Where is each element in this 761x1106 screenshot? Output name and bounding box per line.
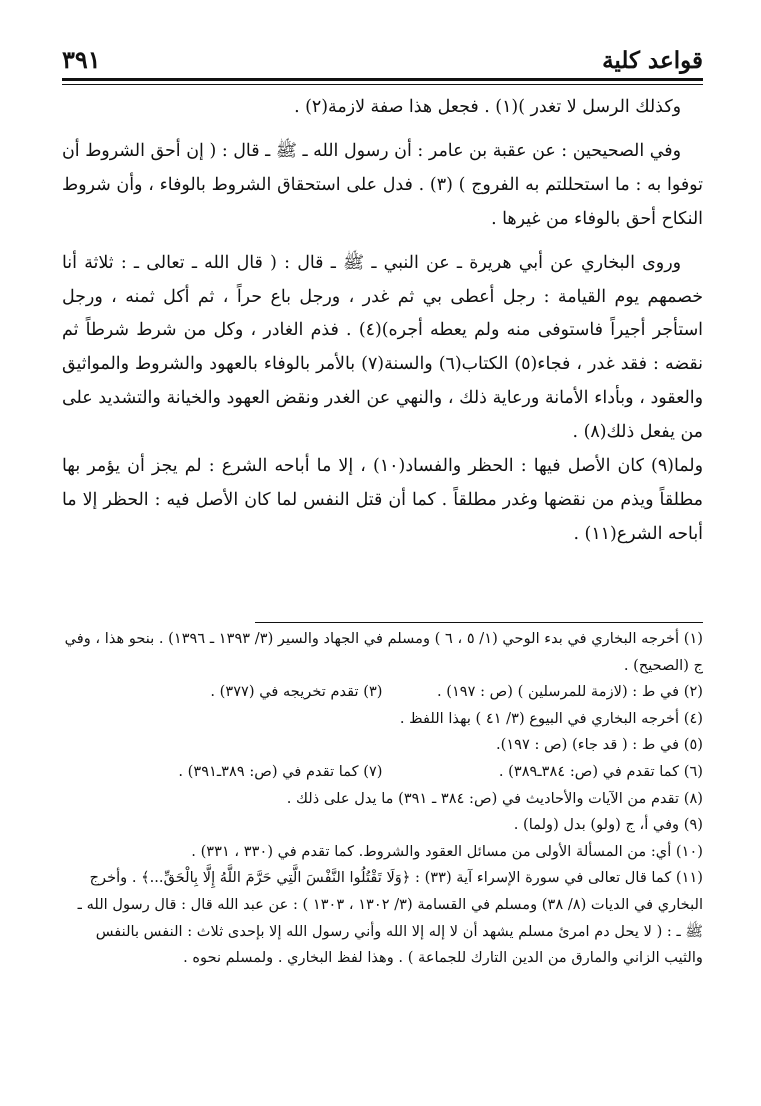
footnote-row-6-7: [62, 759, 703, 786]
paragraph-4: ولما(٩) كان الأصل فيها : الحظر والفساد(١٠) ، إلا ما أباحه الشرع : لم يجز أن يؤمر بها مطلقاً ويذم من نقضها وغدر مطلقاً . كما أن قتل النفس لما كان الأصل فيه : الحظر إلا ما أباحه الشرع(١١) .: [62, 456, 703, 544]
footnote-10: (١٠) أي: من المسألة الأولى من مسائل العقود والشروط. كما تقدم في (٣٣٠ ، ٣٣١) .: [191, 842, 703, 860]
footnote-row-2-3: [62, 679, 703, 706]
paragraph-1: وكذلك الرسل لا تغدر )(١) . فجعل هذا صفة لازمة(٢) .: [294, 97, 681, 117]
running-title: قواعد كلية: [602, 47, 703, 74]
header-rule-thick: [62, 78, 703, 81]
page-header: [62, 28, 703, 76]
footnote-4: (٤) أخرجه البخاري في البيوع (٣/ ٤١ ) بهذا اللفظ .: [399, 709, 703, 727]
main-text: [62, 91, 703, 552]
footnotes: [62, 626, 703, 972]
footnote-1: (١) أخرجه البخاري في بدء الوحي (١/ ٥ ، ٦ ) ومسلم في الجهاد والسير (٣/ ١٣٩٣ ـ ١٣٩٦) . بنحو هذا ، وفي ج (الصحيح) .: [64, 630, 703, 674]
footnote-7: (٧) كما تقدم في (ص: ٣٨٩ـ٣٩١) .: [178, 762, 383, 780]
footnote-8: (٨) تقدم من الآيات والأحاديث في (ص: ٣٨٤ ـ ٣٩١) ما يدل على ذلك .: [286, 789, 703, 807]
paragraph-2: وفي الصحيحين : عن عقبة بن عامر : أن رسول الله ـ ﷺ ـ قال : ( إن أحق الشروط أن توفوا به : ما استحللتم به الفروج ) (٣) . فدل على استحقاق الشروط بالوفاء ، وأن شروط النكاح أحق بالوفاء من غيرها .: [62, 140, 703, 229]
footnote-2: (٢) في ط : (لازمة للمرسلين ) (ص : ١٩٧) .: [436, 683, 703, 701]
footnote-3: (٣) تقدم تخريجه في (٣٧٧) .: [210, 683, 383, 701]
footnote-11: (١١) كما قال تعالى في سورة الإسراء آية (٣٣) : ﴿وَلَا تَقْتُلُوا النَّفْسَ الَّتِي حَرَّمَ اللَّهُ إِلَّا بِالْحَقِّ...﴾ . وأخرج البخاري في الديات (٨/ ٣٨) ومسلم في القسامة (٣/ ١٣٠٢ ، ١٣٠٣ ) : عن عبد الله قال : قال رسول الله ـ ﷺ ـ : ( لا يحل دم امرئ مسلم يشهد أن لا إله إلا الله وأني رسول الله إلا بإحدى ثلاث : النفس بالنفس والثيب الزاني والمارق من الدين التارك للجماعة ) . وهذا لفظ البخاري . ولمسلم نحوه .: [77, 869, 703, 967]
footnote-9: (٩) وفي أ، ج (ولو) بدل (ولما) .: [513, 816, 703, 834]
header-rule-thin: [62, 84, 703, 85]
footnote-5: (٥) في ط : ( قد جاء) (ص : ١٩٧).: [495, 736, 703, 754]
footnote-separator: [255, 622, 703, 623]
page-number: ٣٩١: [62, 45, 101, 74]
footnote-6: (٦) كما تقدم في (ص: ٣٨٤ـ٣٨٩) .: [498, 762, 703, 780]
paragraph-3: وروى البخاري عن أبي هريرة ـ عن النبي ـ ﷺ ـ قال : ( قال الله ـ تعالى ـ : ثلاثة أنا خصمهم يوم القيامة : رجل أعطى بي ثم غدر ، ورجل باع حراً ، ثم أكل ثمنه ، ورجل استأجر أجيراً فاستوفى منه ولم يعطه أجره)(٤) . فذم الغادر ، وكل من شرط شرطاً ثم نقضه : فقد غدر ، فجاء(٥) الكتاب(٦) والسنة(٧) بالأمر بالوفاء بالعهود والشروط والمواثيق والعقود ، وبأداء الأمانة ورعاية ذلك ، والنهي عن الغدر ونقض العهود والخيانة والتشديد على من يفعل ذلك(٨) .: [62, 252, 703, 443]
